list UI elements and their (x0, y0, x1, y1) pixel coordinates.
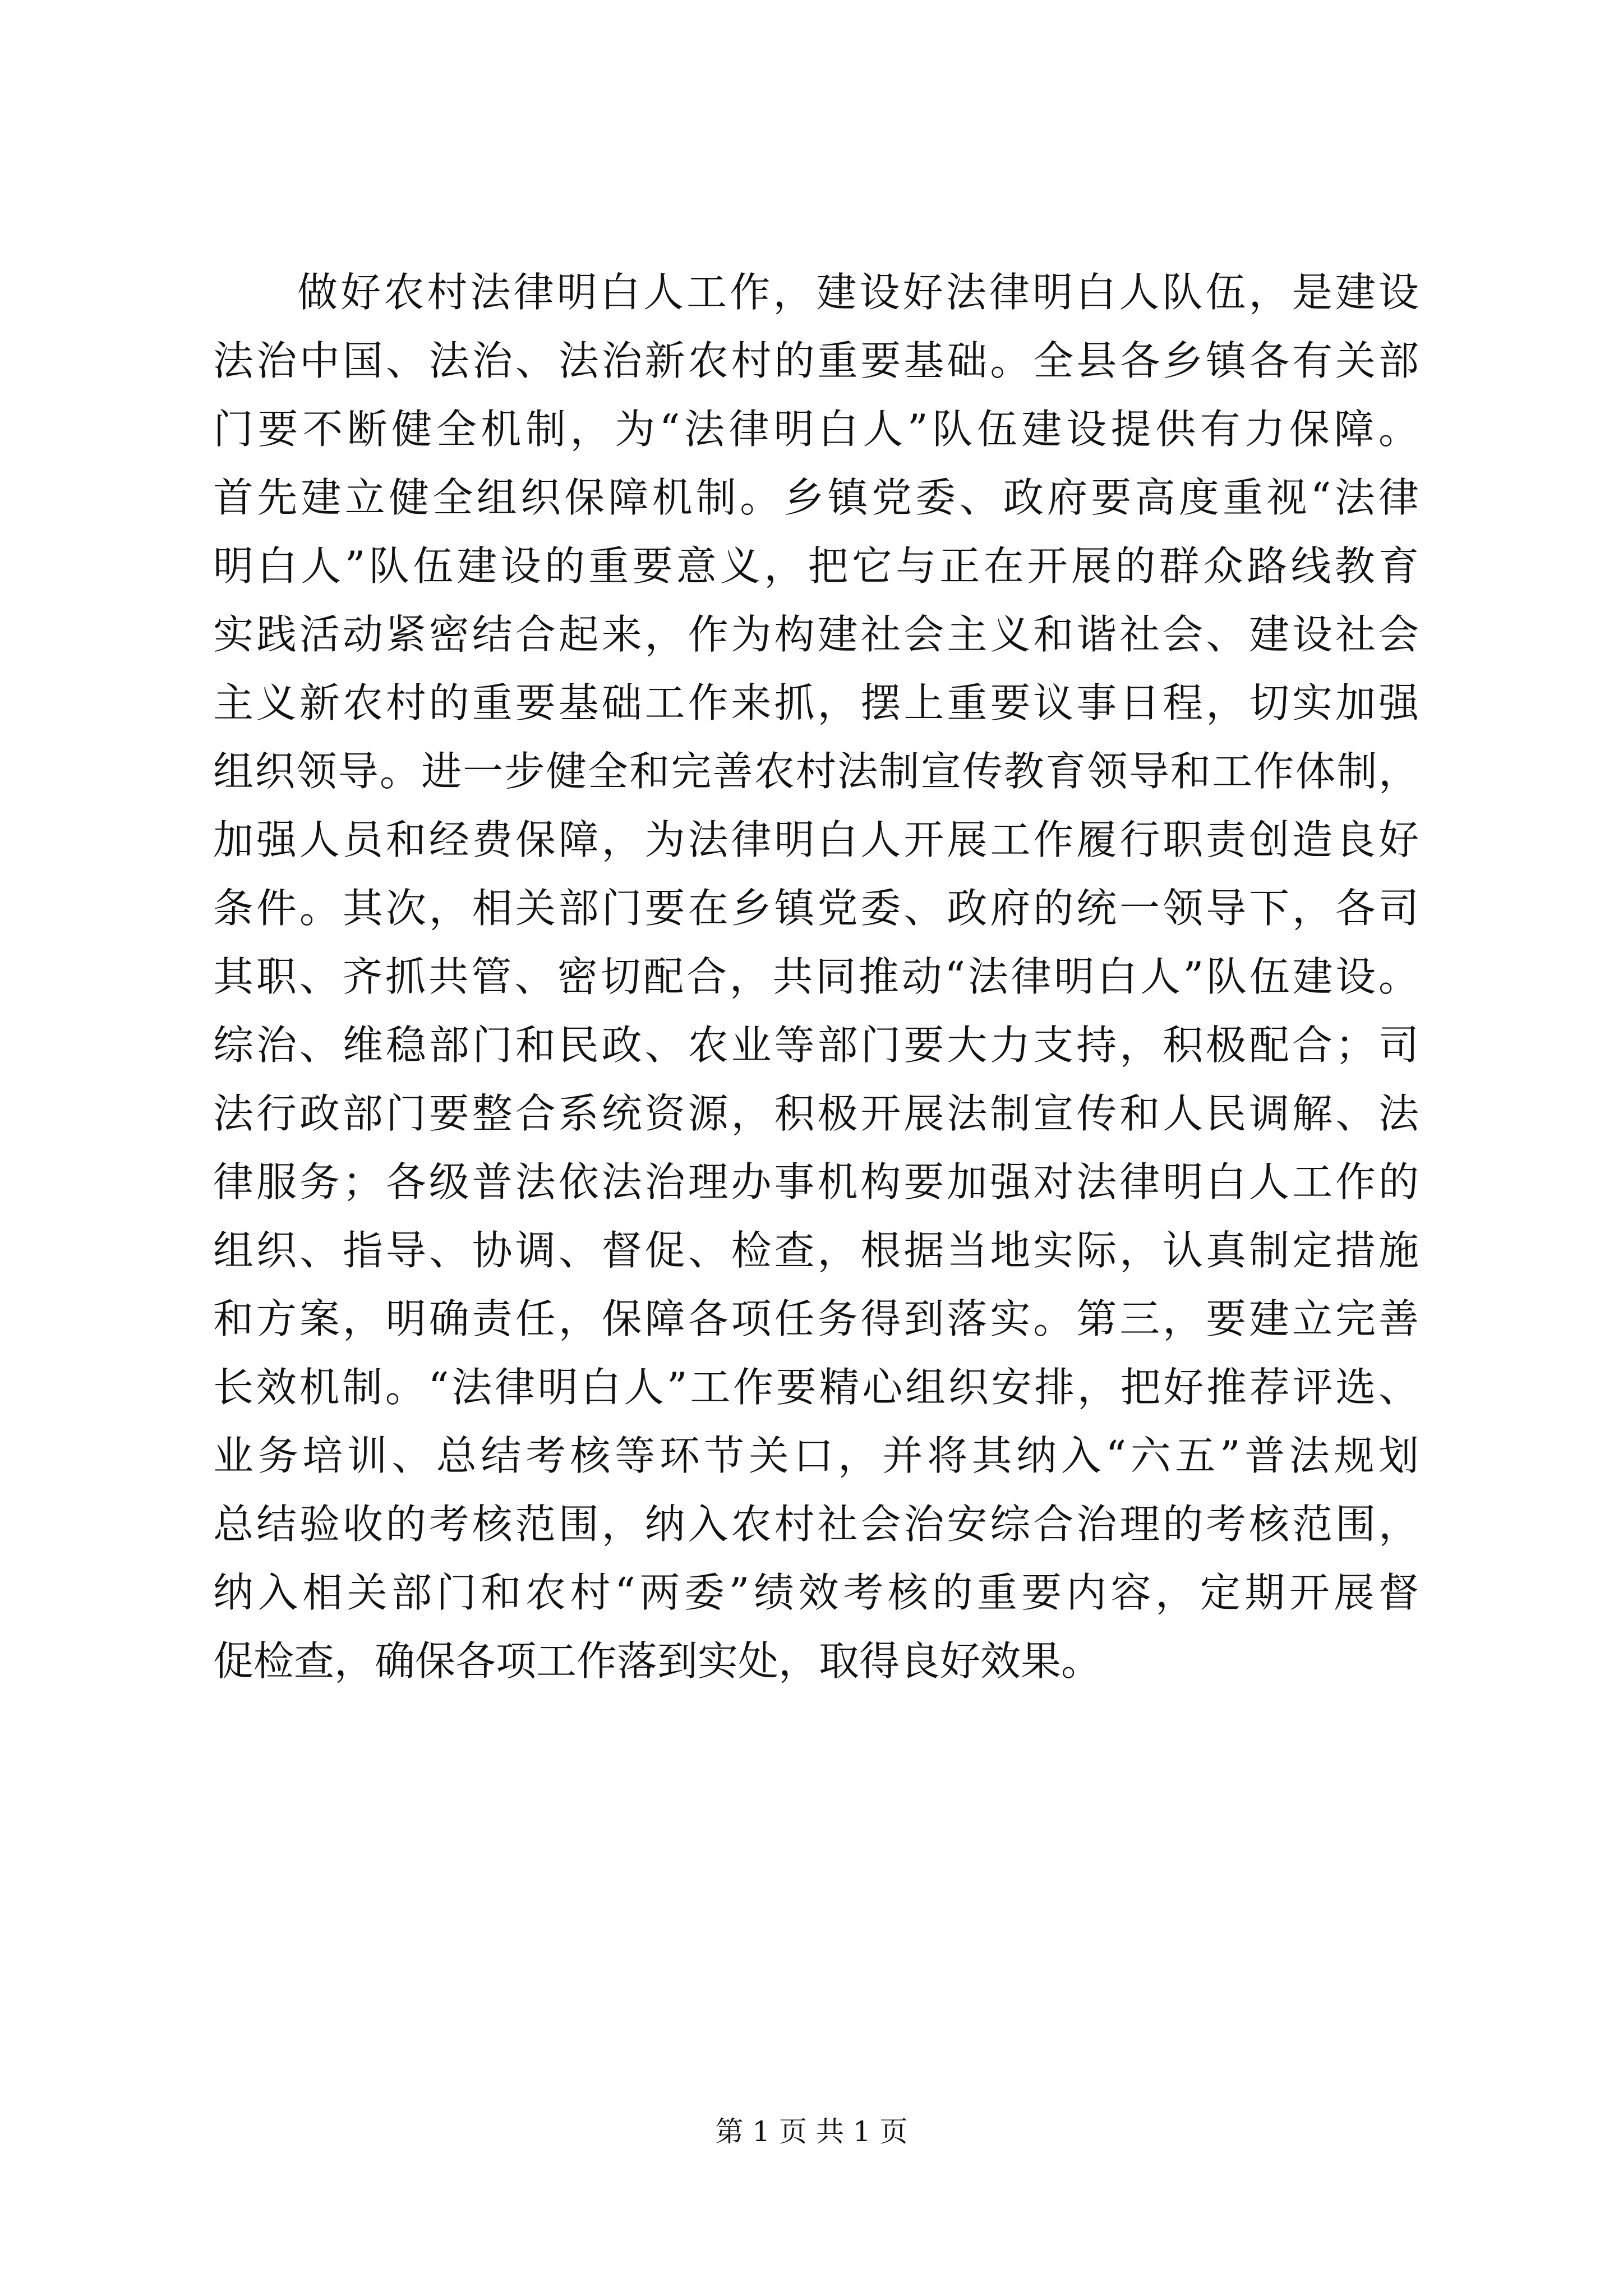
paragraph-line: 组织、指导、协调、督促、检查，根据当地实际，认真制定措施 (213, 1227, 1419, 1274)
paragraph-line: 和方案，明确责任，保障各项任务得到落实。第三，要建立完善 (213, 1295, 1419, 1342)
paragraph-line: 法治中国、法治、法治新农村的重要基础。全县各乡镇各有关部 (213, 337, 1419, 384)
paragraph-line: 长效机制。“法律明白人”工作要精心组织安排，把好推荐评选、 (213, 1364, 1419, 1411)
paragraph-line: 条件。其次，相关部门要在乡镇党委、政府的统一领导下，各司 (213, 885, 1419, 932)
paragraph-line: 主义新农村的重要基础工作来抓，摆上重要议事日程，切实加强 (213, 679, 1419, 726)
paragraph-line: 加强人员和经费保障，为法律明白人开展工作履行职责创造良好 (213, 816, 1419, 863)
paragraph-line: 总结验收的考核范围，纳入农村社会治安综合治理的考核范围， (213, 1501, 1419, 1548)
paragraph-line: 明白人”队伍建设的重要意义，把它与正在开展的群众路线教育 (213, 542, 1419, 590)
paragraph-line: 其职、齐抓共管、密切配合，共同推动“法律明白人”队伍建设。 (213, 953, 1419, 1000)
paragraph-line: 业务培训、总结考核等环节关口，并将其纳入“六五”普法规划 (213, 1432, 1419, 1479)
paragraph-line: 纳入相关部门和农村“两委”绩效考核的重要内容，定期开展督 (213, 1569, 1419, 1616)
page-footer: 第 1 页 共 1 页 (715, 2115, 908, 2148)
paragraph-line: 门要不断健全机制，为“法律明白人”队伍建设提供有力保障。 (213, 406, 1419, 453)
paragraph-line: 做好农村法律明白人工作，建设好法律明白人队伍，是建设 (297, 269, 1419, 316)
paragraph-line: 实践活动紧密结合起来，作为构建社会主义和谐社会、建设社会 (213, 611, 1419, 658)
body-paragraph (213, 258, 1419, 1695)
paragraph-line: 首先建立健全组织保障机制。乡镇党委、政府要高度重视“法律 (213, 474, 1419, 521)
paragraph-line: 综治、维稳部门和民政、农业等部门要大力支持，积极配合；司 (213, 1022, 1419, 1069)
paragraph-line: 法行政部门要整合系统资源，积极开展法制宣传和人民调解、法 (213, 1090, 1419, 1137)
paragraph-line: 律服务；各级普法依法治理办事机构要加强对法律明白人工作的 (213, 1158, 1419, 1205)
paragraph-line: 促检查，确保各项工作落到实处，取得良好效果。 (213, 1637, 1102, 1685)
paragraph-line: 组织领导。进一步健全和完善农村法制宣传教育领导和工作体制， (213, 748, 1419, 795)
